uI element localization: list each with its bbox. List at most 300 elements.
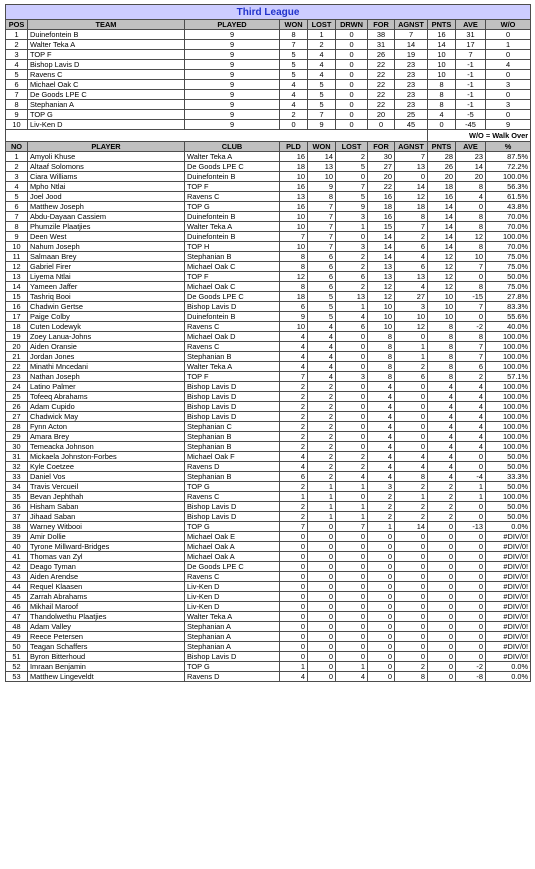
table-cell: 23 [6,372,28,382]
table-cell: 0 [456,582,486,592]
table-cell: 4 [280,332,308,342]
table-cell: Adam Valley [28,622,185,632]
table-cell: 0 [336,172,368,182]
player-row [6,582,531,592]
table-cell: 5 [336,192,368,202]
table-cell: 1 [6,152,28,162]
table-cell: Liv-Ken D [185,592,280,602]
table-cell: 0 [336,642,368,652]
table-cell: 0 [395,392,428,402]
table-cell: 1 [336,512,368,522]
table-cell: Minathi Mncedani [28,362,185,372]
table-cell: 0 [336,432,368,442]
table-cell: 8 [456,332,486,342]
table-cell: 7 [456,262,486,272]
table-cell: 6 [456,362,486,372]
table-cell: 0 [395,602,428,612]
table-cell: 0 [428,672,456,682]
table-cell: Cuten Lodewyk [28,322,185,332]
player-row [6,642,531,652]
table-cell: 0 [336,60,368,70]
table-cell: Nahum Joseph [28,242,185,252]
table-cell: 2 [308,40,336,50]
table-cell: 4 [428,442,456,452]
table-cell: 7 [456,352,486,362]
table-cell: Ravens C [185,192,280,202]
table-cell: -8 [456,672,486,682]
column-header: PNTS [428,20,456,30]
column-header: AVE [456,142,486,152]
table-cell: 6 [336,272,368,282]
table-cell: Chadwick May [28,412,185,422]
table-cell: 0 [280,572,308,582]
table-cell: 4 [456,392,486,402]
table-cell: 4 [280,80,308,90]
table-cell: 14 [428,242,456,252]
table-cell: 8 [456,182,486,192]
player-row [6,262,531,272]
table-cell: 3 [336,242,368,252]
column-header: W/O [486,20,531,30]
table-cell: Ravens C [185,492,280,502]
table-cell: 2 [336,262,368,272]
table-cell: 0 [336,392,368,402]
table-cell: 10 [308,172,336,182]
team-row [6,30,531,40]
table-cell: 4 [428,432,456,442]
table-cell: 4 [395,462,428,472]
table-cell: 10 [368,322,395,332]
table-cell: Byron Bitterhoud [28,652,185,662]
table-cell: 0 [395,432,428,442]
table-cell: 7 [280,232,308,242]
table-cell: 0 [368,602,395,612]
table-cell: 0 [336,50,368,60]
table-cell: 22 [368,182,395,192]
table-cell: 14 [428,202,456,212]
table-cell: 0 [280,582,308,592]
table-cell: 23 [456,152,486,162]
table-cell: 26 [6,402,28,412]
table-cell: 2 [456,372,486,382]
table-cell: -5 [456,110,486,120]
table-cell: 9 [185,90,280,100]
table-cell: Mickaela Johnston-Forbes [28,452,185,462]
player-row [6,522,531,532]
table-cell: 5 [308,292,336,302]
player-row [6,412,531,422]
table-cell: 23 [395,70,428,80]
table-cell: 0 [336,90,368,100]
table-cell: 0 [486,50,531,60]
table-cell: Mikhail Maroof [28,602,185,612]
table-cell: 4 [428,110,456,120]
table-cell: 1 [308,492,336,502]
table-cell: 22 [368,80,395,90]
table-cell: 7 [308,222,336,232]
table-cell: 1 [395,492,428,502]
table-cell: 0 [368,582,395,592]
table-cell: 18 [368,202,395,212]
table-cell: 8 [368,352,395,362]
table-cell: 10 [428,302,456,312]
player-row [6,472,531,482]
table-cell: 100.0% [486,392,531,402]
table-cell: #DIV/0! [486,542,531,552]
table-cell: 8 [456,282,486,292]
table-cell: 14 [428,212,456,222]
player-row [6,492,531,502]
table-cell: 8 [6,100,28,110]
table-cell: Travis Vercueil [28,482,185,492]
player-row [6,212,531,222]
table-cell: Warney Witbooi [28,522,185,532]
player-row [6,602,531,612]
table-cell: 50.0% [486,452,531,462]
table-cell: 1 [486,40,531,50]
table-cell: 50.0% [486,512,531,522]
player-row [6,392,531,402]
table-cell: Stephanian A [185,642,280,652]
table-cell: 4 [308,352,336,362]
player-row [6,272,531,282]
table-cell: 7 [395,30,428,40]
table-cell: 10 [395,312,428,322]
table-cell: 2 [395,502,428,512]
table-cell: 0 [395,622,428,632]
table-cell: 0 [368,672,395,682]
table-cell: 6 [308,282,336,292]
table-cell: 7 [308,242,336,252]
table-cell: 6 [280,472,308,482]
table-cell: 87.5% [486,152,531,162]
table-cell: 0 [395,422,428,432]
table-cell: Thomas van Zyl [28,552,185,562]
table-cell: #DIV/0! [486,592,531,602]
table-cell: 9 [185,120,280,130]
table-cell: Latino Palmer [28,382,185,392]
table-cell: 10 [280,212,308,222]
table-cell: 12 [428,272,456,282]
table-cell: Michael Oak C [185,262,280,272]
table-cell: 2 [308,452,336,462]
table-cell: 70.0% [486,212,531,222]
table-cell: 0 [280,652,308,662]
table-cell: 4 [368,452,395,462]
table-cell: 0 [336,572,368,582]
table-cell: 12 [428,262,456,272]
table-cell: 2 [336,282,368,292]
table-cell: 2 [336,452,368,462]
player-row [6,332,531,342]
table-cell: #DIV/0! [486,572,531,582]
table-cell: 9 [280,312,308,322]
table-cell: #DIV/0! [486,602,531,612]
table-cell: 0 [428,552,456,562]
table-cell: 9 [185,80,280,90]
table-cell: 5 [280,60,308,70]
table-cell: 13 [368,262,395,272]
table-cell: 100.0% [486,332,531,342]
table-cell: 0 [456,642,486,652]
table-cell: 0 [308,612,336,622]
table-cell: 4 [368,462,395,472]
table-cell: 14 [368,252,395,262]
table-cell: Stephanian B [185,252,280,262]
player-row [6,402,531,412]
table-cell: 23 [395,60,428,70]
table-cell: 0 [428,542,456,552]
table-cell: 8 [428,342,456,352]
table-cell: 5 [6,192,28,202]
table-cell: 8 [428,100,456,110]
table-cell: Duinefontein B [28,30,185,40]
team-row [6,120,531,130]
table-cell: Michael Oak D [185,332,280,342]
table-cell: 21 [6,352,28,362]
table-cell: 100.0% [486,432,531,442]
table-cell: 13 [395,272,428,282]
table-cell: TOP G [28,110,185,120]
table-cell: 4 [428,472,456,482]
table-cell: Walter Teka A [185,222,280,232]
table-cell: Michael Oak A [185,542,280,552]
table-cell: Michael Oak C [28,80,185,90]
table-cell: 2 [368,502,395,512]
table-cell: 10 [428,70,456,80]
table-cell: 12 [368,292,395,302]
table-cell: 14 [456,162,486,172]
table-cell: 17 [456,40,486,50]
table-cell: 0 [395,562,428,572]
table-cell: TOP F [185,182,280,192]
table-cell: 4 [456,382,486,392]
table-cell: 14 [395,40,428,50]
table-cell: Ravens C [185,572,280,582]
table-cell: 7 [336,182,368,192]
table-cell: 28 [428,152,456,162]
table-cell: #DIV/0! [486,562,531,572]
table-cell: 0 [428,562,456,572]
table-cell: 0 [336,402,368,412]
player-row [6,592,531,602]
table-cell: 10 [428,312,456,322]
table-cell: 8 [280,252,308,262]
table-cell: #DIV/0! [486,552,531,562]
table-cell: 22 [368,100,395,110]
table-cell: 2 [280,442,308,452]
table-cell: Ravens D [185,462,280,472]
league-table [5,4,531,682]
table-cell: 18 [280,292,308,302]
table-cell: 2 [280,392,308,402]
table-cell: 20 [428,172,456,182]
table-cell: 0 [308,562,336,572]
player-row [6,612,531,622]
table-cell: Bishop Lavis D [185,392,280,402]
table-cell: TOP F [28,50,185,60]
table-cell: 4 [456,192,486,202]
table-cell: 0 [428,602,456,612]
table-cell: 7 [456,50,486,60]
table-cell: 0 [456,552,486,562]
table-cell: 42 [6,562,28,572]
player-row [6,512,531,522]
table-cell: 20 [456,172,486,182]
table-cell: Amara Brey [28,432,185,442]
table-cell: 8 [456,242,486,252]
table-cell: 14 [428,232,456,242]
table-cell: 14 [6,282,28,292]
table-cell: 2 [308,432,336,442]
table-cell: -15 [456,292,486,302]
table-cell: 0 [456,462,486,472]
table-cell: 16 [428,30,456,40]
table-cell: 4 [368,412,395,422]
table-cell: 39 [6,532,28,542]
table-cell: 0 [395,402,428,412]
player-row [6,252,531,262]
table-cell: 0.0% [486,662,531,672]
table-body [6,5,531,682]
table-cell: 0 [456,312,486,322]
table-cell: 7 [456,302,486,312]
table-cell: 4 [456,412,486,422]
table-cell: 0 [486,30,531,40]
table-cell: 100.0% [486,382,531,392]
table-cell: 3 [6,50,28,60]
table-cell: 2 [428,502,456,512]
table-cell: 26 [428,162,456,172]
table-cell: 0 [336,332,368,342]
table-cell: 2 [280,110,308,120]
table-cell: 14 [428,40,456,50]
table-cell: Liv-Ken D [28,120,185,130]
table-cell: Ravens C [185,342,280,352]
table-cell: 22 [368,60,395,70]
table-cell: Duinefontein B [185,232,280,242]
table-cell: 9 [336,202,368,212]
table-cell: 2 [308,422,336,432]
table-cell: TOP H [185,242,280,252]
table-cell: 10 [280,322,308,332]
player-row [6,182,531,192]
table-cell: 1 [395,352,428,362]
player-row [6,312,531,322]
table-cell: Bishop Lavis D [28,60,185,70]
table-cell: TOP F [185,372,280,382]
column-header: AGNST [395,20,428,30]
table-cell: 2 [428,482,456,492]
table-cell: 5 [308,90,336,100]
team-row [6,100,531,110]
table-cell: 13 [280,192,308,202]
table-cell: Ravens C [185,322,280,332]
team-row [6,110,531,120]
table-cell: 8 [368,342,395,352]
table-cell: 1 [456,492,486,502]
table-cell: -1 [456,70,486,80]
table-cell: 0 [336,40,368,50]
table-cell: #DIV/0! [486,652,531,662]
table-cell: 15 [6,292,28,302]
table-cell: 4 [428,422,456,432]
table-cell: 49 [6,632,28,642]
column-header: PNTS [428,142,456,152]
table-cell: 9 [185,100,280,110]
table-cell: 13 [368,272,395,282]
table-cell: 4 [280,90,308,100]
table-cell: 0 [368,542,395,552]
table-cell: 0.0% [486,672,531,682]
table-cell: 5 [280,50,308,60]
table-cell: 43.8% [486,202,531,212]
column-header: FOR [368,142,395,152]
table-cell: -2 [456,322,486,332]
table-cell: Ravens D [185,672,280,682]
player-row [6,382,531,392]
table-cell: 0 [368,652,395,662]
league-sheet [5,4,530,682]
table-cell: Duinefontein B [185,212,280,222]
table-cell: #DIV/0! [486,612,531,622]
table-cell: 4 [308,332,336,342]
table-cell: 5 [308,80,336,90]
table-cell: 12 [6,262,28,272]
player-row [6,572,531,582]
table-cell: 0 [336,80,368,90]
table-cell: 24 [6,382,28,392]
table-cell: 100.0% [486,412,531,422]
table-cell: 2 [395,512,428,522]
player-row [6,282,531,292]
column-header: PLD [280,142,308,152]
table-cell: 9 [185,60,280,70]
table-cell: 4 [368,382,395,392]
player-row [6,192,531,202]
table-cell: 100.0% [486,492,531,502]
player-row [6,352,531,362]
table-cell: 2 [280,412,308,422]
table-cell: 4 [368,472,395,482]
table-cell: 0 [280,612,308,622]
table-cell: Walter Teka A [185,152,280,162]
table-cell: Chadwin Gertse [28,302,185,312]
player-row [6,452,531,462]
table-cell: 3 [368,482,395,492]
table-cell: #DIV/0! [486,632,531,642]
table-cell: 0 [368,532,395,542]
table-cell: 0 [428,642,456,652]
table-cell: 0 [336,30,368,40]
table-cell: 4 [280,352,308,362]
table-cell: 2 [308,392,336,402]
player-row [6,322,531,332]
table-cell: 16 [280,182,308,192]
table-cell: 8 [456,212,486,222]
table-cell: 16 [280,202,308,212]
table-cell: 4 [368,392,395,402]
table-cell: 0 [395,652,428,662]
table-cell: 46 [6,602,28,612]
table-cell: Stephanian B [185,442,280,452]
table-cell: 0 [428,582,456,592]
table-cell: 38 [6,522,28,532]
table-cell: TOP G [185,662,280,672]
table-cell: 0 [428,572,456,582]
table-cell: Temeacka Johnson [28,442,185,452]
table-cell: 4 [308,322,336,332]
